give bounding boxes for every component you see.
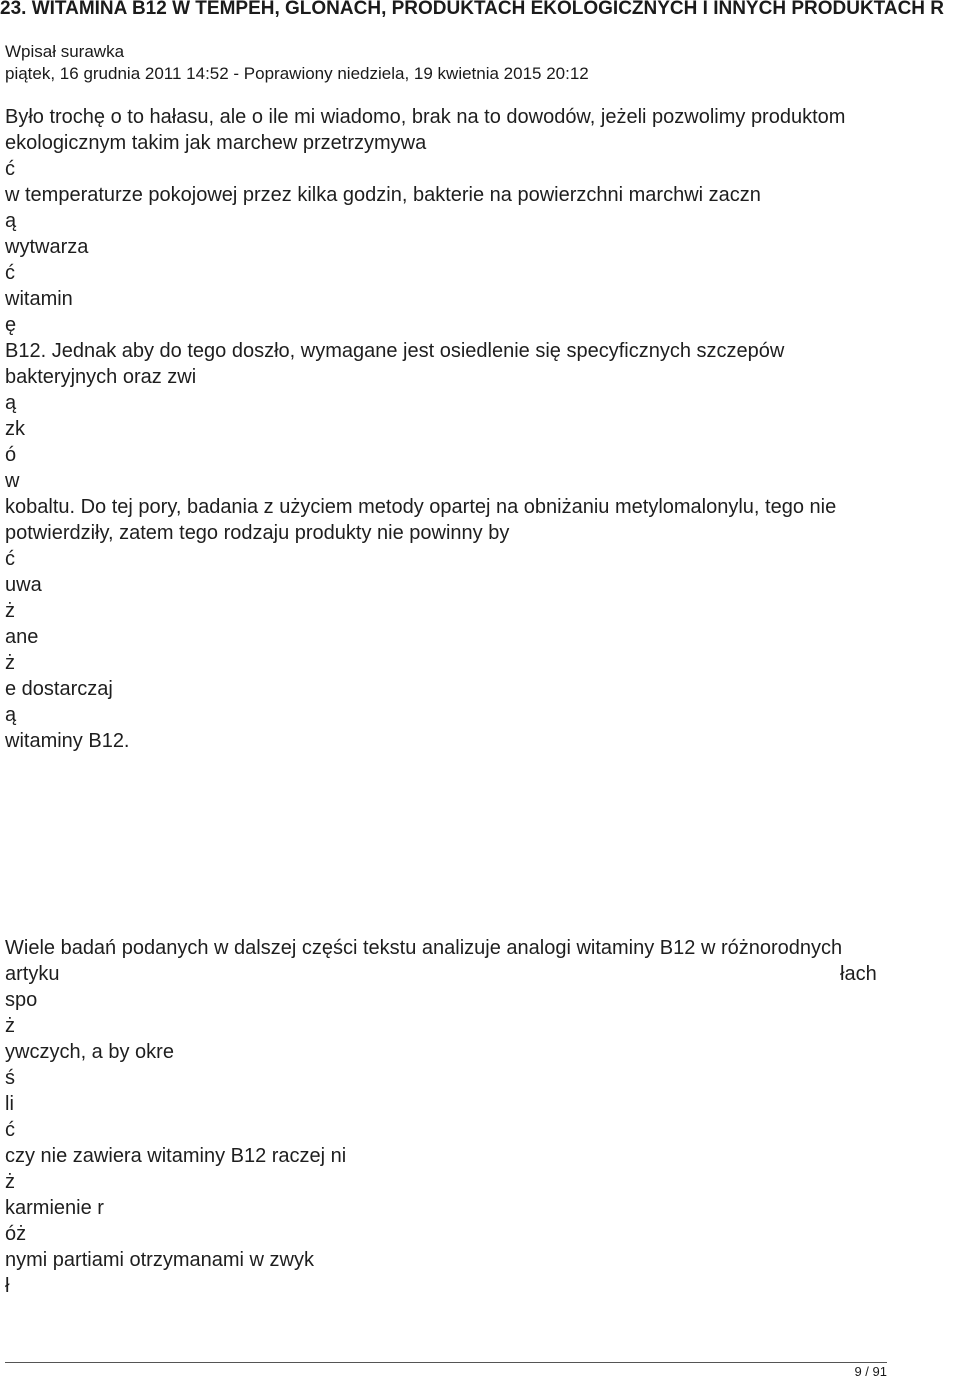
text-line: bakteryjnych oraz zwi xyxy=(5,366,197,388)
text-line: ć xyxy=(5,1119,15,1141)
text-line: Wiele badań podanych w dalszej części tekstu analizuje analogi witaminy B12 w różnorodnych xyxy=(5,937,843,959)
text-line: spo xyxy=(5,989,38,1011)
text-line: ę xyxy=(5,314,17,336)
text-fragment-right: łach xyxy=(840,963,877,985)
text-line: w temperaturze pokojowej przez kilka godzin, bakterie na powierzchni marchwi zaczn xyxy=(5,184,761,206)
text-line: w xyxy=(5,470,20,492)
paragraph-1 xyxy=(5,104,955,754)
text-line: ą xyxy=(5,704,17,726)
text-line: nymi partiami otrzymanami w zwyk xyxy=(5,1249,314,1271)
text-line: ż xyxy=(5,1171,15,1193)
paragraph-2 xyxy=(5,935,955,1299)
text-line: ż xyxy=(5,1015,15,1037)
text-line: e dostarczaj xyxy=(5,678,113,700)
text-line: ć xyxy=(5,548,15,570)
text-line: ywczych, a by okre xyxy=(5,1041,174,1063)
text-line: ć xyxy=(5,158,15,180)
text-line: ó xyxy=(5,444,17,466)
text-line: B12. Jednak aby do tego doszło, wymagane jest osiedlenie się specyficznych szczepów xyxy=(5,340,785,362)
text-line: li xyxy=(5,1093,14,1115)
text-line-justified xyxy=(5,961,955,987)
text-line: kobaltu. Do tej pory, badania z użyciem metody opartej na obniżaniu metylomalonylu, tego nie xyxy=(5,496,837,518)
text-line: potwierdziły, zatem tego rodzaju produkty nie powinny by xyxy=(5,522,510,544)
author-line: Wpisał surawka xyxy=(5,42,125,61)
text-line: Było trochę o to hałasu, ale o ile mi wiadomo, brak na to dowodów, jeżeli pozwolimy produktom xyxy=(5,106,846,128)
document-title: 23. WITAMINA B12 W TEMPEH, GLONACH, PRODUKTACH EKOLOGICZNYCH I INNYCH PRODUKTACH R xyxy=(0,0,945,19)
text-line: uwa xyxy=(5,574,42,596)
text-line: czy nie zawiera witaminy B12 raczej ni xyxy=(5,1145,347,1167)
text-line: ą xyxy=(5,210,17,232)
text-line: wytwarza xyxy=(5,236,89,258)
text-line: ć xyxy=(5,262,15,284)
text-line: ą xyxy=(5,392,17,414)
text-line: witaminy B12. xyxy=(5,730,130,752)
text-line: ż xyxy=(5,652,15,674)
text-line: ż xyxy=(5,600,15,622)
text-line: ł xyxy=(5,1275,10,1297)
text-line: óż xyxy=(5,1223,27,1245)
footer-divider xyxy=(5,1362,887,1363)
text-line: karmienie r xyxy=(5,1197,104,1219)
text-line: zk xyxy=(5,418,25,440)
text-line: ekologicznym takim jak marchew przetrzymywa xyxy=(5,132,427,154)
text-fragment-left: artyku xyxy=(5,963,60,985)
text-line: ś xyxy=(5,1067,15,1089)
text-line: witamin xyxy=(5,288,73,310)
page-number: 9 / 91 xyxy=(854,1364,887,1379)
date-line: piątek, 16 grudnia 2011 14:52 - Poprawiony niedziela, 19 kwietnia 2015 20:12 xyxy=(5,64,589,83)
text-line: ane xyxy=(5,626,39,648)
